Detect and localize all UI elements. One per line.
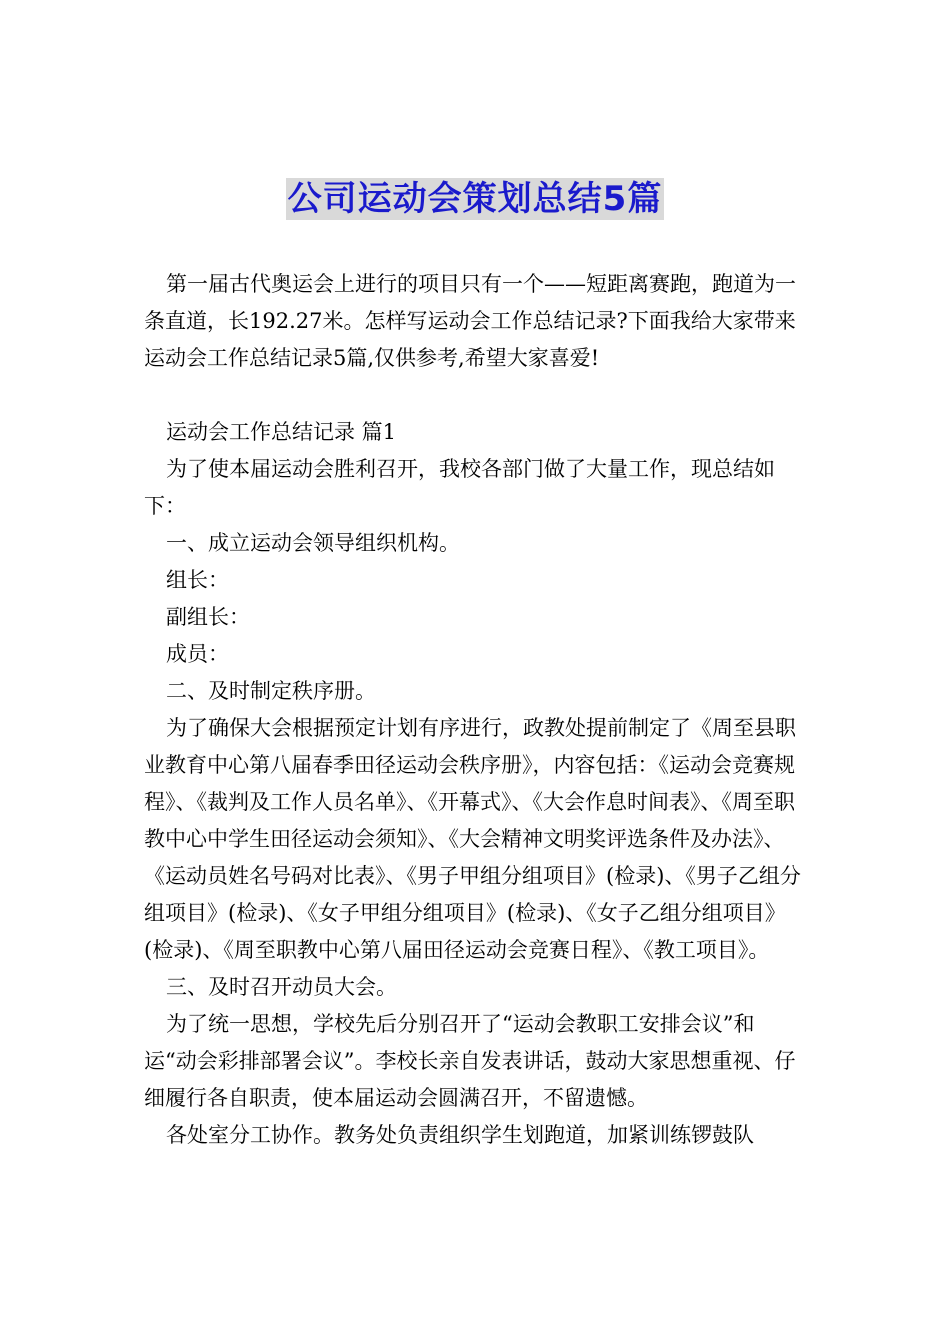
list-item: 副组长：	[166, 605, 250, 629]
intro-paragraph: 第一届古代奥运会上进行的项目只有一个——短距离赛跑，跑道为一条直道，长192.27米。怎样写运动会工作总结记录?下面我给大家带来运动会工作总结记录5篇,仅供参考,希望大家喜爱!	[144, 272, 796, 370]
title-container	[0, 178, 950, 220]
list-item: 成员：	[166, 642, 229, 666]
list-item: 组长：	[166, 568, 229, 592]
list-heading: 三、及时召开动员大会。	[166, 975, 397, 999]
body-paragraph: 为了确保大会根据预定计划有序进行，政教处提前制定了《周至县职业教育中心第八届春季田径运动会秩序册》，内容包括：《运动会竞赛规程》、《裁判及工作人员名单》、《开幕式》、《大会作息时间表》、《周至职教中心中学生田径运动会须知》、《大会精神文明奖评选条件及办法》、《运动员姓名号码对比表》、《男子甲组分组项目》(检录)、《男子乙组分组项目》(检录)、《女子甲组分组项目》(检录)、《女子乙组分组项目》(检录)、《周至职教中心第八届田径运动会竞赛日程》、《教工项目》。	[144, 716, 801, 962]
body-paragraph: 为了使本届运动会胜利召开，我校各部门做了大量工作，现总结如下：	[144, 457, 775, 518]
document-title: 公司运动会策划总结5篇	[287, 179, 663, 219]
list-heading: 二、及时制定秩序册。	[166, 679, 376, 703]
body-paragraph: 各处室分工协作。教务处负责组织学生划跑道，加紧训练锣鼓队	[166, 1123, 754, 1147]
body-paragraph: 为了统一思想，学校先后分别召开了“运动会教职工安排会议”和运“动会彩排部署会议”。李校长亲自发表讲话，鼓动大家思想重视、仔细履行各自职责，使本届运动会圆满召开，不留遗憾。	[144, 1012, 796, 1110]
list-heading: 一、成立运动会领导组织机构。	[166, 531, 460, 555]
section-heading: 运动会工作总结记录 篇1	[166, 420, 397, 444]
document-body	[144, 266, 806, 1154]
